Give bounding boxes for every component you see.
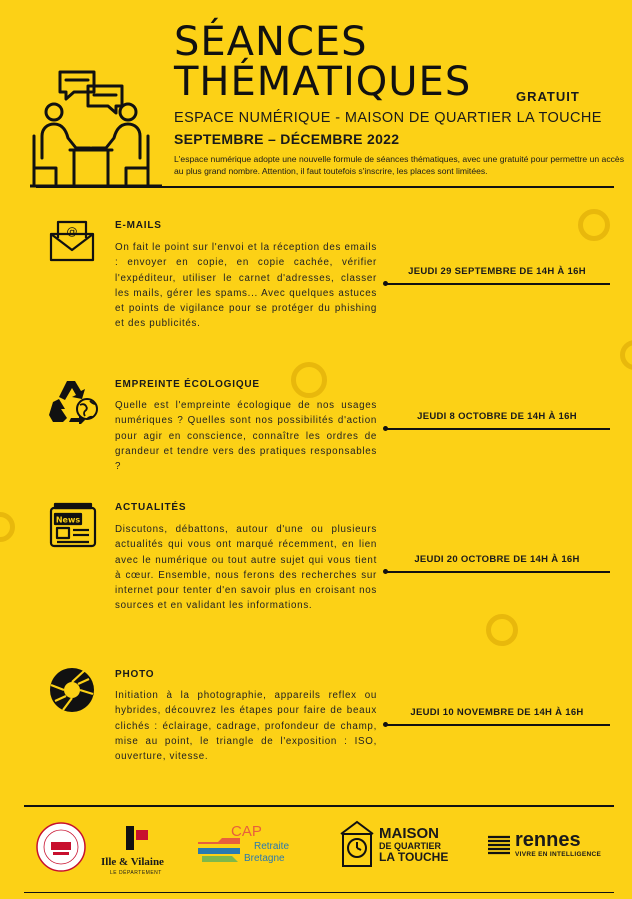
section-title-photo: PHOTO <box>115 669 155 680</box>
decorative-ring <box>620 340 632 370</box>
date-ecological: JEUDI 8 OCTOBRE DE 14H À 16H <box>417 411 577 422</box>
email-icon <box>49 220 95 262</box>
ille-vilaine-logo-mark <box>122 824 152 852</box>
meeting-illustration-icon <box>30 66 162 190</box>
cap-retraite-text: Retraite <box>254 841 290 852</box>
decorative-ring <box>0 512 15 542</box>
camera-aperture-icon <box>49 667 95 713</box>
footer-divider <box>24 805 614 807</box>
maison-text: MAISON <box>379 825 439 842</box>
section-body-news: Discutons, débattons, autour d'une ou plusieurs actualités qui vous ont marqué récemment, en lien avec le numérique ou tout autre sujet qui vous tient à cœur. Ensemble, nous ferons des recherches sur internet pour tenter d'en savoir plus en croisant nos sources et en validant les informations. <box>115 524 377 612</box>
footer-bottom-line <box>24 892 614 893</box>
date-underline <box>384 724 610 726</box>
decorative-ring <box>291 362 327 398</box>
rennes-logo-mark <box>486 835 512 855</box>
date-underline <box>384 571 610 573</box>
rennes-text: rennes <box>515 829 581 851</box>
newspaper-icon <box>47 502 99 550</box>
venue-subtitle: ESPACE NUMÉRIQUE - MAISON DE QUARTIER LA TOUCHE <box>174 110 602 126</box>
intro-text: L'espace numérique adopte une nouvelle formule de séances thématiques, avec une gratuité pour permettre un accès au plus grand nombre. Attention, il faut toutefois s'inscrire, les places sont limitées. <box>174 154 624 176</box>
section-body-photo: Initiation à la photographie, appareils reflex ou hybrides, découvrez les étapes pour faire de beaux clichés : éclairage, cadrage, profondeur de champ, mise au point, le triangle de l'exposition : ISO, ouverture, vitesse. <box>115 690 377 763</box>
decorative-ring <box>578 209 610 241</box>
de-quartier-text: DE QUARTIER <box>379 841 442 851</box>
svg-text:@: @ <box>66 225 78 238</box>
section-title-emails: E-MAILS <box>115 220 162 231</box>
page-title <box>174 19 472 105</box>
header-divider <box>36 186 614 188</box>
date-news: JEUDI 20 OCTOBRE DE 14H À 16H <box>414 554 580 565</box>
recycle-globe-icon <box>49 378 99 424</box>
newspaper-icon-label: News <box>55 515 81 525</box>
ille-vilaine-sub: LE DÉPARTEMENT <box>110 870 162 876</box>
title-line-2: THÉMATIQUES <box>174 59 472 105</box>
cap-bretagne-text: Bretagne <box>244 853 285 864</box>
period-label: SEPTEMBRE – DÉCEMBRE 2022 <box>174 131 400 147</box>
title-line-1: SÉANCES <box>174 19 368 65</box>
date-emails: JEUDI 29 SEPTEMBRE DE 14H À 16H <box>408 266 586 277</box>
cap-text: CAP <box>231 823 262 840</box>
ille-vilaine-text: Ille & Vilaine <box>101 856 164 868</box>
section-title-ecological: EMPREINTE ÉCOLOGIQUE <box>115 379 260 390</box>
section-body-emails: On fait le point sur l'envoi et la réception des emails : envoyer en copie, en copie cachée, vérifier l'expéditeur, utiliser le carnet d'adresses, classer les mails, gérer les spams... Avec quelques astuces et points de vigilance pour se protéger du phishing et des publicités. <box>115 242 378 330</box>
conference-seal-logo <box>36 822 86 872</box>
date-photo: JEUDI 10 NOVEMBRE DE 14H À 16H <box>410 707 584 718</box>
maison-clock-logo <box>337 820 377 868</box>
rennes-tagline: VIVRE EN INTELLIGENCE <box>515 851 602 858</box>
decorative-ring <box>486 614 518 646</box>
date-underline <box>384 283 610 285</box>
date-underline <box>384 428 610 430</box>
free-badge: GRATUIT <box>516 89 580 104</box>
section-title-news: ACTUALITÉS <box>115 502 187 513</box>
la-touche-text: LA TOUCHE <box>379 850 449 864</box>
section-body-ecological: Quelle est l'empreinte écologique de nos usages numériques ? Quelles sont nos possibilités d'action pour agir en conscience, connaître les ordres de grandeur et tendre vers des pratiques responsables ? <box>115 400 377 473</box>
